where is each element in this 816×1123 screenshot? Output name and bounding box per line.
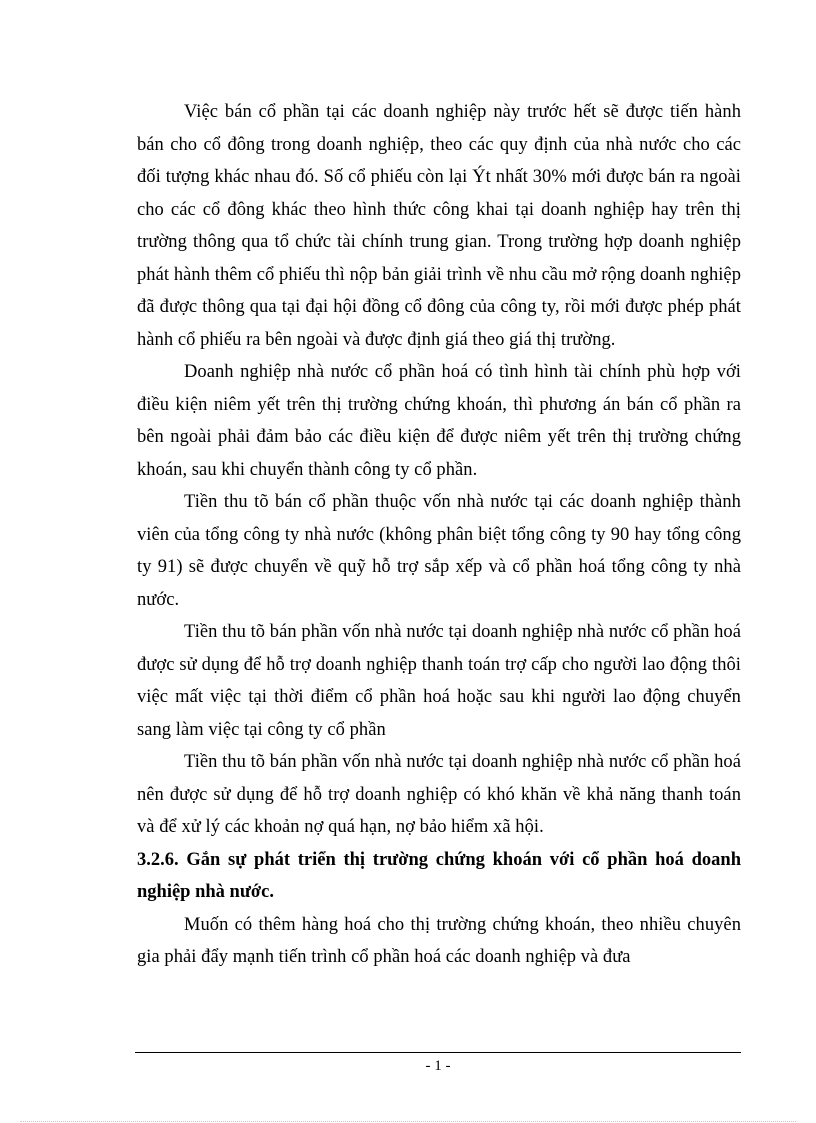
page-bottom-border [20,1121,796,1122]
paragraph-proceeds-severance: Tiền thu tõ bán phần vốn nhà nước tại doanh nghiệp nhà nước cổ phần hoá được sử dụng để hỗ trợ doanh nghiệp thanh toán trợ cấp cho người lao động thôi việc mất việc tại thời điểm cổ phần hoá hoặc sau khi người lao động chuyển sang làm việc tại công ty cổ phần [137,622,741,740]
page-number: - 1 - [425,1058,451,1074]
paragraph-more-goods: Muốn có thêm hàng hoá cho thị trường chứng khoán, theo nhiều chuyên gia phải đẩy mạnh tiến trình cổ phần hoá các doanh nghiệp và đưa [137,914,741,967]
paragraph-proceeds-debts: Tiền thu tõ bán phần vốn nhà nước tại doanh nghiệp nhà nước cổ phần hoá nên được sử dụng để hỗ trợ doanh nghiệp có khó khăn về khả năng thanh toán và để xử lý các khoản nợ quá hạn, nợ bảo hiểm xã hội. [137,752,741,837]
paragraph-proceeds-support-fund: Tiền thu tõ bán cổ phần thuộc vốn nhà nước tại các doanh nghiệp thành viên của tổng công ty nhà nước (không phân biệt tổng công ty 90 hay tổng công ty 91) sẽ được chuyển về quỹ hỗ trợ sắp xếp và cổ phần hoá tổng công ty nhà nước. [137,492,741,610]
paragraph-listing-conditions: Doanh nghiệp nhà nước cổ phần hoá có tình hình tài chính phù hợp với điều kiện niêm yết trên thị trường chứng khoán, thì phương án bán cổ phần ra bên ngoài phải đảm bảo các điều kiện để được niêm yết trên thị trường chứng khoán, sau khi chuyển thành công ty cổ phần. [137,362,741,480]
footer-divider [135,1052,741,1053]
section-heading: 3.2.6. Gắn sự phát triển thị trường chứng khoán với cổ phần hoá doanh nghiệp nhà nước. [137,849,741,902]
document-body [137,96,741,974]
paragraph-share-sale: Việc bán cổ phần tại các doanh nghiệp này trước hết sẽ được tiến hành bán cho cổ đông trong doanh nghiệp, theo các quy định của nhà nước cho các đối tượng khác nhau đó. Số cổ phiếu còn lại Ýt nhất 30% mới được bán ra ngoài cho các cổ đông khác theo hình thức công khai tại doanh nghiệp hay trên thị trường thông qua tổ chức tài chính trung gian. Trong trường hợp doanh nghiệp phát hành thêm cổ phiếu thì nộp bản giải trình về nhu cầu mở rộng doanh nghiệp đã được thông qua tại đại hội đồng cổ đông của công ty, rồi mới được phép phát hành cổ phiếu ra bên ngoài và được định giá theo giá thị trường. [137,102,741,350]
